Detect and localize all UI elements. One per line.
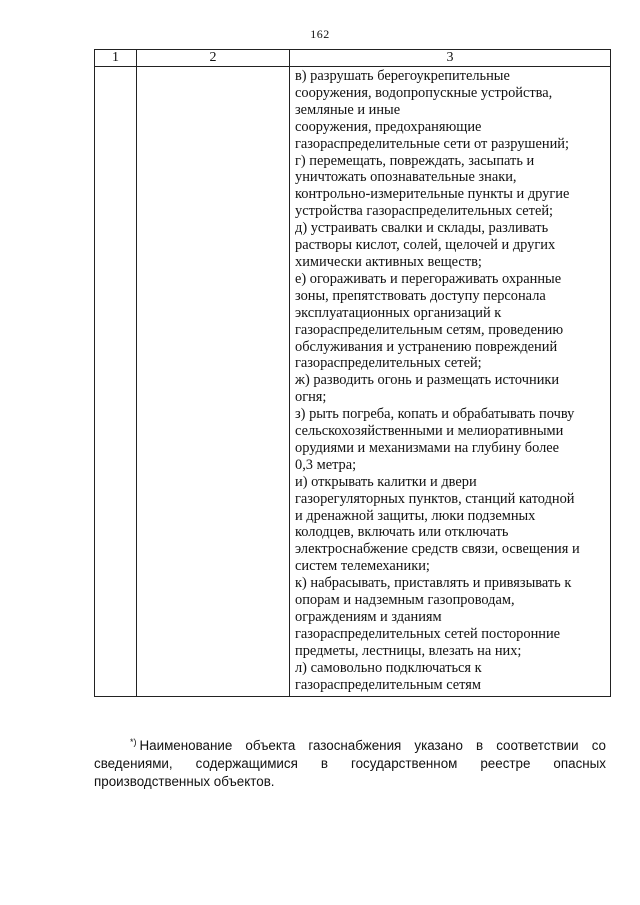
text-line: огня; bbox=[295, 389, 327, 406]
text-line: ж) разводить огонь и размещать источники bbox=[295, 372, 560, 389]
text-line: газораспределительным сетям bbox=[295, 676, 482, 693]
column-header-3: 3 bbox=[290, 50, 611, 67]
text-line: орудиями и механизмами на глубину более bbox=[295, 439, 560, 456]
text-line: газораспределительным сетям, проведению bbox=[295, 321, 564, 338]
text-line: к) набрасывать, приставлять и привязывать к bbox=[295, 575, 572, 592]
text-line: обслуживания и устранению повреждений bbox=[295, 338, 558, 355]
table-header-row bbox=[95, 50, 611, 67]
column-header-2: 2 bbox=[137, 50, 290, 67]
text-line: газорегуляторных пунктов, станций катодной bbox=[295, 490, 575, 507]
footnote bbox=[94, 733, 606, 791]
text-line: и) открывать калитки и двери bbox=[295, 473, 477, 490]
text-line: г) перемещать, повреждать, засыпать и bbox=[295, 152, 535, 169]
text-line: в) разрушать берегоукрепительные bbox=[295, 68, 510, 84]
text-line: опорам и надземным газопроводам, bbox=[295, 592, 515, 609]
footnote-mark: *) bbox=[130, 737, 137, 747]
text-line: систем телемеханики; bbox=[295, 558, 430, 575]
text-line: з) рыть погреба, копать и обрабатывать почву bbox=[295, 406, 575, 423]
text-line: зоны, препятствовать доступу персонала bbox=[295, 287, 546, 304]
requirements-table bbox=[94, 49, 611, 697]
text-line: растворы кислот, солей, щелочей и других bbox=[295, 237, 556, 254]
text-line: е) огораживать и перегораживать охранные bbox=[295, 270, 562, 287]
cell-col3-prohibitions bbox=[290, 67, 611, 697]
text-line: ограждениям и зданиям bbox=[295, 609, 442, 625]
text-line: и дренажной защиты, люки подземных bbox=[295, 507, 536, 524]
text-line: предметы, лестницы, влезать на них; bbox=[295, 642, 522, 659]
text-line: колодцев, включать или отключать bbox=[295, 524, 509, 541]
page-number: 162 bbox=[310, 27, 330, 41]
footnote-text: Наименование объекта газоснабжения указано в соответствии со сведениями, содержащимися в государственном реестре опасных производственных объектов. bbox=[94, 738, 606, 789]
text-line: химически активных веществ; bbox=[295, 253, 482, 270]
text-line: газораспределительных сетей; bbox=[295, 355, 482, 372]
text-line: контрольно-измерительные пункты и другие bbox=[295, 186, 570, 203]
text-line: устройства газораспределительных сетей; bbox=[295, 203, 554, 220]
cell-col2 bbox=[137, 67, 290, 697]
text-line: сооружения, предохраняющие bbox=[295, 118, 482, 135]
table-header bbox=[95, 50, 611, 67]
text-line: 0,3 метра; bbox=[295, 456, 357, 473]
text-line: эксплуатационных организаций к bbox=[295, 304, 502, 321]
text-line: л) самовольно подключаться к bbox=[295, 659, 482, 676]
text-line: сооружения, водопропускные устройства, bbox=[295, 84, 553, 101]
cell-col1 bbox=[95, 67, 137, 697]
text-line: электроснабжение средств связи, освещения и bbox=[295, 541, 580, 558]
text-line: сельскохозяйственными и мелиоративными bbox=[295, 423, 564, 440]
text-line: газораспределительных сетей посторонние bbox=[295, 625, 561, 642]
table-row bbox=[95, 67, 611, 697]
text-line: газораспределительные сети от разрушений; bbox=[295, 135, 569, 152]
column-header-1: 1 bbox=[95, 50, 137, 67]
text-line: д) устраивать свалки и склады, разливать bbox=[295, 220, 549, 237]
text-line: уничтожать опознавательные знаки, bbox=[295, 169, 517, 186]
text-line: земляные и иные bbox=[295, 101, 401, 118]
